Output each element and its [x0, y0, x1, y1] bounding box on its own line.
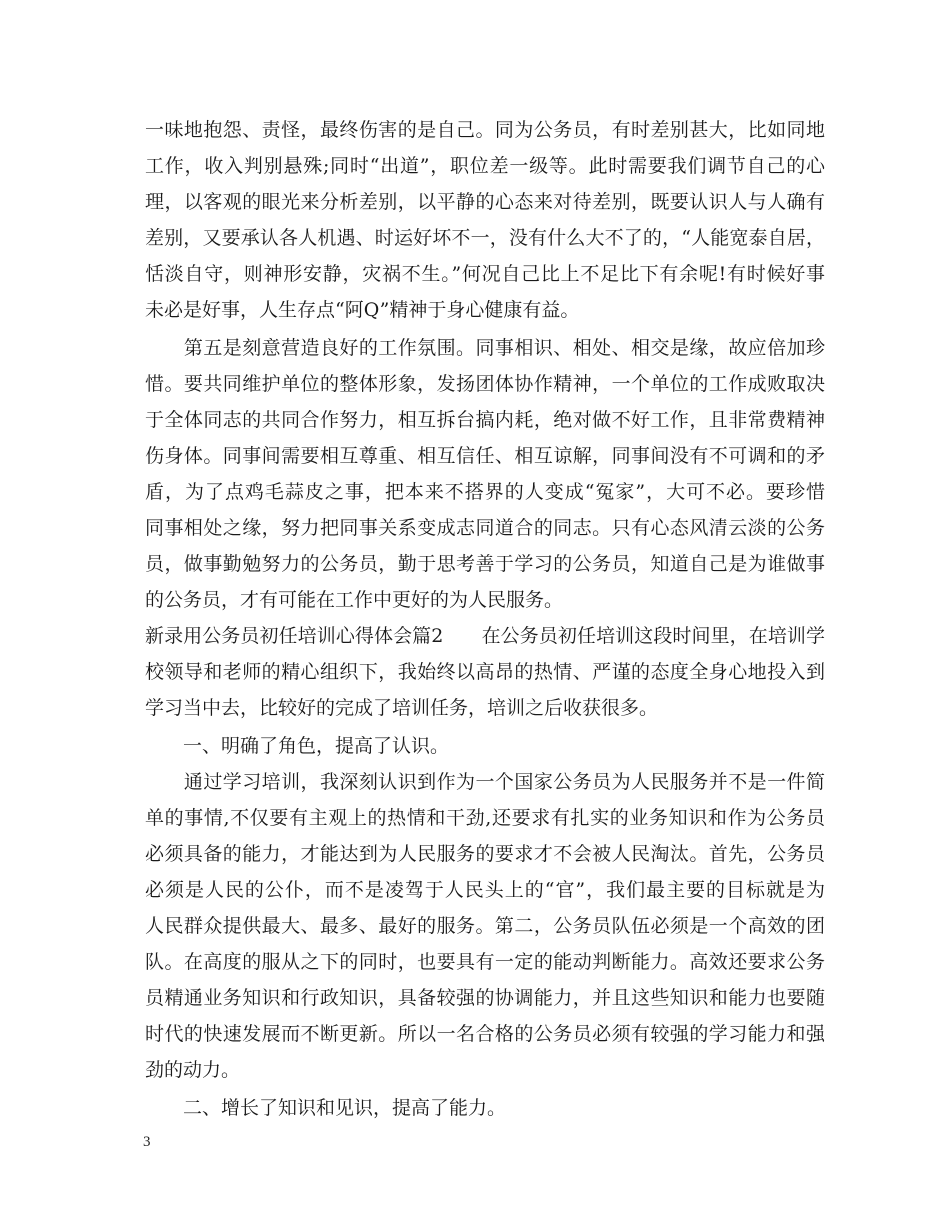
text-line: 单的事情,不仅要有主观上的热情和干劲,还要求有扎实的业务知识和作为公务员	[145, 807, 825, 829]
text-line: 第五是刻意营造良好的工作氛围。同事相识、相处、相交是缘，故应倍加珍	[145, 337, 825, 359]
text-line: 通过学习培训，我深刻认识到作为一个国家公务员为人民服务并不是一件简	[145, 771, 825, 793]
text-line: 一味地抱怨、责怪，最终伤害的是自己。同为公务员，有时差别甚大，比如同地	[145, 119, 825, 141]
text-line: 于全体同志的共同合作努力，相互拆台搞内耗，绝对做不好工作，且非常费精神	[145, 409, 825, 431]
section-heading-line: 新录用公务员初任培训心得体会篇2 在公务员初任培训这段时间里，在培训学	[145, 625, 825, 647]
subheading-line: 一、明确了角色，提高了认识。	[145, 735, 450, 757]
text-line: 员精通业务知识和行政知识，具备较强的协调能力，并且这些知识和能力也要随	[145, 987, 825, 1009]
text-line: 惜。要共同维护单位的整体形象，发扬团体协作精神，一个单位的工作成败取决	[145, 373, 825, 395]
page-number: 3	[143, 1134, 151, 1150]
subheading-line: 二、增长了知识和见识，提高了能力。	[145, 1097, 507, 1119]
text-line: 时代的快速发展而不断更新。所以一名合格的公务员必须有较强的学习能力和强	[145, 1023, 825, 1045]
text-line: 工作，收入判别悬殊;同时“出道”，职位差一级等。此时需要我们调节自己的心	[145, 155, 825, 177]
text-line: 恬淡自守，则神形安静，灾祸不生。”何况自己比上不足比下有余呢!有时候好事	[145, 263, 825, 285]
text-line: 必须是人民的公仆，而不是凌驾于人民头上的“官”，我们最主要的目标就是为	[145, 879, 825, 901]
text-line: 必须具备的能力，才能达到为人民服务的要求才不会被人民淘汰。首先，公务员	[145, 843, 825, 865]
text-line: 员，做事勤勉努力的公务员，勤于思考善于学习的公务员，知道自己是为谁做事	[145, 553, 825, 575]
text-line: 人民群众提供最大、最多、最好的服务。第二，公务员队伍必须是一个高效的团	[145, 915, 825, 937]
text-line: 同事相处之缘，努力把同事关系变成志同道合的同志。只有心态风清云淡的公务	[145, 517, 825, 539]
text-line: 学习当中去，比较好的完成了培训任务，培训之后收获很多。	[145, 697, 659, 719]
text-line: 队。在高度的服从之下的同时，也要具有一定的能动判断能力。高效还要求公务	[145, 951, 825, 973]
text-line: 差别，又要承认各人机遇、时运好坏不一，没有什么大不了的，“人能宽泰自居，	[145, 227, 825, 249]
text-line: 理，以客观的眼光来分析差别，以平静的心态来对待差别，既要认识人与人确有	[145, 191, 825, 213]
text-line: 的公务员，才有可能在工作中更好的为人民服务。	[145, 589, 564, 611]
text-line: 伤身体。同事间需要相互尊重、相互信任、相互谅解，同事间没有不可调和的矛	[145, 445, 825, 467]
text-line: 劲的动力。	[145, 1059, 241, 1081]
text-line: 校领导和老师的精心组织下，我始终以高昂的热情、严谨的态度全身心地投入到	[145, 661, 825, 683]
text-line: 未必是好事，人生存点“阿Q”精神于身心健康有益。	[145, 299, 580, 321]
text-line: 盾，为了点鸡毛蒜皮之事，把本来不搭界的人变成“冤家”，大可不必。要珍惜	[145, 481, 825, 503]
